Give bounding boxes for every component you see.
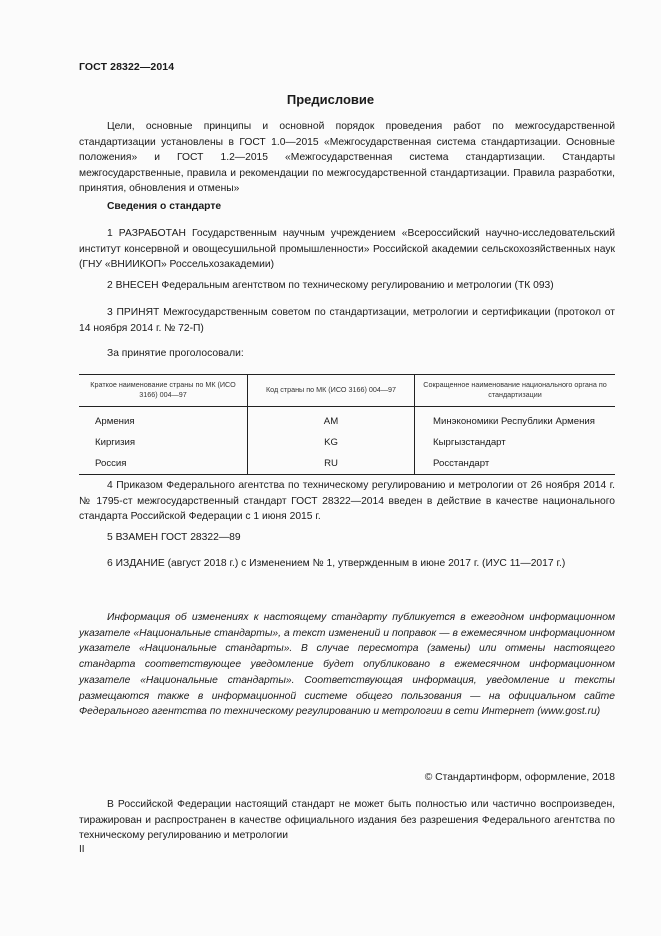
table-cell-code: RU [248,453,415,475]
document-code-header: ГОСТ 28322—2014 [79,61,175,73]
table-cell-country: Россия [79,453,248,475]
item-replaces-text: 5 ВЗАМЕН ГОСТ 28322—89 [107,532,241,543]
table-header-code: Код страны по МК (ИСО 3166) 004—97 [248,375,415,407]
table-row [79,407,615,433]
item-adopted-text: 3 ПРИНЯТ Межгосударственным советом по стандартизации, метрологии и сертификации (протокол от 14 ноября 2014 г. № 72-П) [79,307,615,334]
table-header-row [79,375,615,407]
item-voted [79,346,615,362]
changes-notice-text: Информация об изменениях к настоящему стандарту публикуется в ежегодном информационном указателе «Национальные стандарты», а текст изменений и поправок — в ежемесячном информационном указателе «Национальные стандарты». В случае пересмотра (замены) или отмены настоящего стандарта соответствующее уведомление будет опубликовано в ежемесячном информационном указателе «Национальные стандарты». Соответствующая информация, уведомление и тексты размещаются также в информационной системе общего пользования — на официальном сайте Федерального агентства по техническому регулированию и метрологии в сети Интернет (www.gost.ru) [79,612,615,718]
item-voted-text: За принятие проголосовали: [107,348,244,359]
item-developed-text: 1 РАЗРАБОТАН Государственным научным учреждением «Всероссийский научно-исследовательский институт консервной и овощесушильной промышленности» Российской академии сельскохозяйственных наук (ГНУ «ВНИИКОП» Россельхозакадемии) [79,228,615,270]
info-heading: Сведения о стандарте [107,201,222,212]
table-header-country: Краткое наименование страны по МК (ИСО 3166) 004—97 [79,375,248,407]
table-row [79,432,615,453]
table-cell-org: Росстандарт [415,453,616,475]
table-cell-org: Минэкономики Республики Армения [433,416,595,427]
table-cell-code: AM [248,407,415,433]
item-order-text: 4 Приказом Федерального агентства по техническому регулированию и метрологии от 26 ноября 2014 г. № 1795-ст межгосударственный стандарт ГОСТ 28322—2014 введен в действие в качестве национального стандарта Российской Федерации с 1 июня 2015 г. [79,480,615,522]
table-cell-country: Киргизия [95,437,136,448]
table-row [79,453,615,475]
item-developed [79,226,615,273]
table-cell-org: Кыргызстандарт [433,437,506,448]
changes-notice [79,610,615,720]
item-replaces [79,530,615,546]
copyright-line: © Стандартинформ, оформление, 2018 [424,772,615,783]
page-title: Предисловие [286,92,375,107]
table-cell-code: KG [248,432,415,453]
intro-paragraph [79,119,615,197]
item-introduced [79,278,615,294]
page-number: II [79,844,85,855]
table-cell-country: Армения [95,416,135,427]
item-edition [79,556,615,572]
voting-table [79,374,615,475]
item-order [79,478,615,525]
intro-text: Цели, основные принципы и основной порядок проведения работ по межгосударственной стандартизации установлены в ГОСТ 1.0—2015 «Межгосударственная система стандартизации. Основные положения» и ГОСТ 1.2—2015 «Межгосударственная система стандартизации. Стандарты межгосударственные, правила и рекомендации по межгосударственной стандартизации. Правила разработки, принятия, обновления и отмены» [79,121,615,194]
rights-notice-text: В Российской Федерации настоящий стандарт не может быть полностью или частично воспроизведен, тиражирован и распространен в качестве официального издания без разрешения Федерального агентства по техническому регулированию и метрологии [79,799,615,841]
item-introduced-text: 2 ВНЕСЕН Федеральным агентством по техническому регулированию и метрологии (ТК 093) [107,280,554,291]
item-edition-text: 6 ИЗДАНИЕ (август 2018 г.) с Изменением № 1, утвержденным в июне 2017 г. (ИУС 11—2017 г.) [107,558,566,569]
table-header-org: Сокращенное наименование национального органа по стандартизации [415,375,616,407]
rights-notice [79,797,615,844]
item-adopted [79,305,615,336]
